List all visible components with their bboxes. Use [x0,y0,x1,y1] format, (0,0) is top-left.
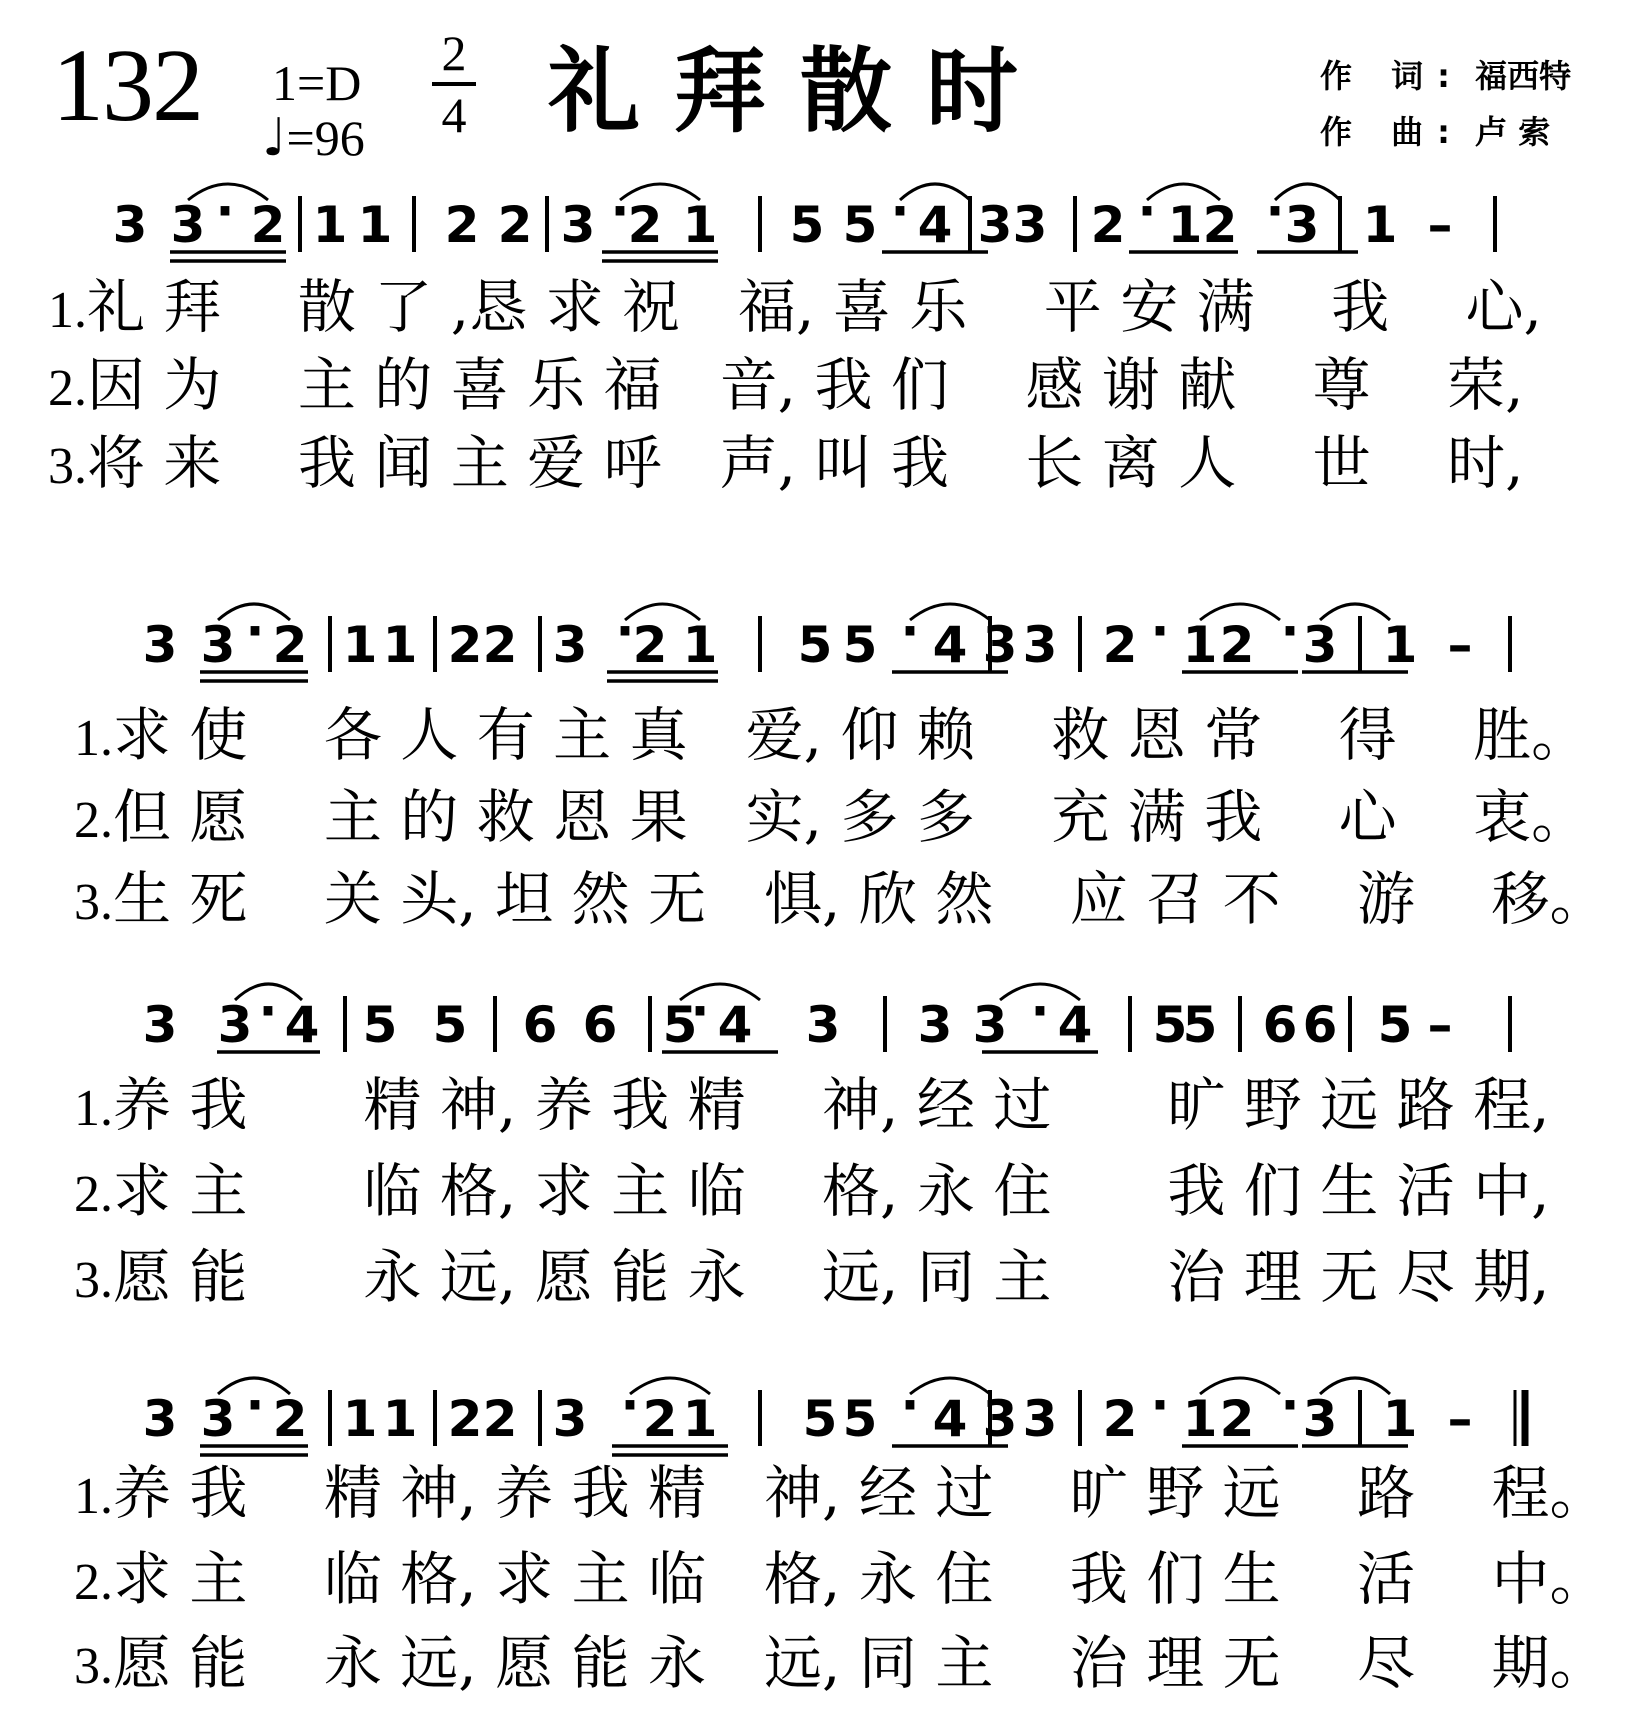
note: 3 [977,196,1013,254]
lyric-verse-1 [74,1459,1608,1527]
time-signature-bottom: 4 [441,87,467,143]
verse-number: 1. [48,282,87,339]
note: 2 [497,196,533,254]
note: 1 [357,196,393,254]
note: 2 [1219,616,1255,674]
note: 2 [632,616,668,674]
tempo-marking [262,108,365,168]
quarter-note-icon: ♩ [262,108,287,168]
note: 6 [1262,996,1298,1054]
lyricist-name: 福西特 [1475,57,1572,95]
note: 4 [932,1390,968,1448]
lyric-text: 礼 拜 散 了 ,恳 求 祝 福, 喜 乐 平 安 满 我 心, [87,273,1542,341]
note: 3 [805,996,841,1054]
note: 5 [789,196,825,254]
augmentation-dot: · [1265,182,1285,240]
note: 3 [982,616,1018,674]
note: 3 [552,616,588,674]
time-signature [432,25,476,143]
note: 1 [382,1390,418,1448]
note: 3 [972,996,1008,1054]
note: 3 [142,616,178,674]
lyric-verse-2 [74,1157,1550,1225]
note: 3 [982,1390,1018,1448]
lyric-verse-3 [74,1243,1550,1311]
note: 6 [1302,996,1338,1054]
note: 3 [1022,1390,1058,1448]
lyric-verse-3 [74,1629,1608,1697]
note: 3 [142,1390,178,1448]
lyric-text: 养 我 精 神, 养 我 精 神, 经 过 旷 野 远 路 程。 [113,1459,1608,1527]
augmentation-dot: · [890,182,910,240]
verse-number: 2. [74,792,113,849]
note: 5 [1182,996,1218,1054]
note: 4 [1057,996,1093,1054]
note: 1 [1182,1390,1218,1448]
verse-number: 1. [74,1080,113,1137]
lyric-text: 养 我 精 神, 养 我 精 神, 经 过 旷 野 远 路 程, [113,1071,1550,1139]
notation-staff-1 [0,178,1648,288]
note: 3 [200,1390,236,1448]
note: 3 [142,996,178,1054]
verse-number: 2. [48,360,87,417]
credits [1320,48,1571,160]
note: 1 [682,616,718,674]
note: 1 [342,616,378,674]
extension-dash: – [1447,616,1473,674]
note: 5 [842,1390,878,1448]
note: 4 [284,996,320,1054]
lyric-verse-1 [48,273,1542,341]
note: 5 [802,1390,838,1448]
note: 4 [717,996,753,1054]
augmentation-dot: · [1150,1376,1170,1434]
time-signature-top: 2 [441,25,467,81]
augmentation-dot: · [1137,182,1157,240]
note: 3 [1012,196,1048,254]
note: 1 [1182,616,1218,674]
lyric-text: 愿 能 永 远, 愿 能 永 远, 同 主 治 理 无 尽 期。 [113,1629,1608,1697]
lyric-text: 求 主 临 格, 求 主 临 格, 永 住 我 们 生 活 中。 [113,1545,1608,1613]
note: 2 [447,1390,483,1448]
note: 5 [1152,996,1188,1054]
note: 3 [170,196,206,254]
note: 3 [560,196,596,254]
note: 3 [552,1390,588,1448]
augmentation-dot: · [900,1376,920,1434]
note: 2 [250,196,286,254]
hymn-number: 132 [52,28,202,143]
note: 1 [312,196,348,254]
note: 1 [1382,616,1418,674]
key-signature: 1=D [272,55,362,111]
note: 5 [1377,996,1413,1054]
extension-dash: – [1427,996,1453,1054]
note: 6 [582,996,618,1054]
extension-dash: – [1447,1390,1473,1448]
augmentation-dot: · [1280,602,1300,660]
note: 1 [342,1390,378,1448]
lyricist-label: 作 词: [1320,57,1464,95]
lyric-verse-3 [74,865,1608,933]
note: 2 [272,1390,308,1448]
tempo-value: =96 [286,110,365,166]
augmentation-dot: · [620,1376,640,1434]
composer-label: 作 曲: [1320,113,1464,151]
augmentation-dot: · [1280,1376,1300,1434]
verse-number: 1. [74,710,113,767]
note: 3 [1022,616,1058,674]
note: 2 [482,616,518,674]
note: 5 [797,616,833,674]
note: 2 [444,196,480,254]
note: 4 [932,616,968,674]
lyric-verse-3 [48,429,1524,497]
note: 4 [917,196,953,254]
augmentation-dot: · [245,602,265,660]
lyric-text: 因 为 主 的 喜 乐 福 音, 我 们 感 谢 献 尊 荣, [87,351,1524,419]
lyric-text: 将 来 我 闻 主 爱 呼 声, 叫 我 长 离 人 世 时, [87,429,1524,497]
note: 3 [1302,616,1338,674]
verse-number: 3. [74,1638,113,1695]
time-signature-bar [432,82,476,86]
lyric-verse-2 [74,783,1590,851]
lyric-text: 求 使 各 人 有 主 真 爱, 仰 赖 救 恩 常 得 胜。 [113,701,1590,769]
hymn-title: 礼拜散时 [548,38,1053,145]
note: 1 [682,1390,718,1448]
note: 3 [1302,1390,1338,1448]
verse-number: 2. [74,1166,113,1223]
composer-name: 卢 索 [1475,113,1551,151]
note: 3 [1284,196,1320,254]
lyric-verse-1 [74,1071,1550,1139]
augmentation-dot: · [615,602,635,660]
note: 1 [1362,196,1398,254]
augmentation-dot: · [258,982,278,1040]
note: 5 [842,616,878,674]
verse-number: 3. [48,438,87,495]
lyric-text: 生 死 关 头, 坦 然 无 惧, 欣 然 应 召 不 游 移。 [113,865,1608,933]
verse-number: 1. [74,1468,113,1525]
lyric-text: 但 愿 主 的 救 恩 果 实, 多 多 充 满 我 心 衷。 [113,783,1590,851]
note: 2 [272,616,308,674]
note: 3 [217,996,253,1054]
note: 2 [447,616,483,674]
note: 2 [1102,616,1138,674]
notation-staff-2 [0,598,1648,708]
note: 1 [682,196,718,254]
note: 3 [917,996,953,1054]
note: 5 [842,196,878,254]
note: 5 [432,996,468,1054]
augmentation-dot: · [690,982,710,1040]
note: 5 [362,996,398,1054]
augmentation-dot: · [245,1376,265,1434]
lyric-text: 愿 能 永 远, 愿 能 永 远, 同 主 治 理 无 尽 期, [113,1243,1550,1311]
note: 2 [1219,1390,1255,1448]
note: 1 [1167,196,1203,254]
lyric-text: 求 主 临 格, 求 主 临 格, 永 住 我 们 生 活 中, [113,1157,1550,1225]
composer-credit [1320,104,1571,160]
lyricist-credit [1320,48,1571,104]
note: 1 [382,616,418,674]
verse-number: 2. [74,1554,113,1611]
note: 2 [642,1390,678,1448]
verse-number: 3. [74,1252,113,1309]
verse-number: 3. [74,874,113,931]
lyric-verse-2 [74,1545,1608,1613]
note: 6 [522,996,558,1054]
augmentation-dot: · [1150,602,1170,660]
augmentation-dot: · [900,602,920,660]
note: 3 [112,196,148,254]
augmentation-dot: · [215,182,235,240]
hymn-header [0,0,1648,180]
note: 2 [1202,196,1238,254]
lyric-verse-1 [74,701,1590,769]
augmentation-dot: · [1030,982,1050,1040]
note: 2 [482,1390,518,1448]
note: 2 [1090,196,1126,254]
note: 5 [662,996,698,1054]
lyric-verse-2 [48,351,1524,419]
augmentation-dot: · [610,182,630,240]
note: 2 [1102,1390,1138,1448]
note: 1 [1382,1390,1418,1448]
note: 2 [627,196,663,254]
extension-dash: – [1427,196,1453,254]
note: 3 [200,616,236,674]
